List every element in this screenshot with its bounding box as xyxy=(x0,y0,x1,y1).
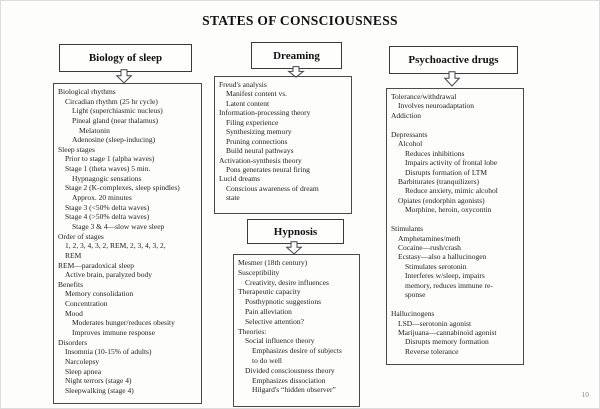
outline-line: Reverse tolerance xyxy=(405,346,459,356)
outline-line: Marijuana—cannabinoid agonist xyxy=(398,327,497,337)
outline-line: Sleepwalking (stage 4) xyxy=(65,385,134,395)
outline-line: Theories: xyxy=(238,326,267,336)
outline-line: Order of stages xyxy=(58,231,104,241)
outline-line: Susceptibility xyxy=(238,267,280,277)
outline-line: Manifest content vs. xyxy=(226,89,288,99)
outline-line: Hypnagogic sensations xyxy=(72,173,142,183)
outline-line: Therapeutic capacity xyxy=(238,287,301,297)
outline-line: Ecstasy—also a hallucinogen xyxy=(398,252,487,262)
page-number: 10 xyxy=(581,390,589,399)
dreaming-header-label: Dreaming xyxy=(273,49,320,62)
outline-line: Disrupts memory formation xyxy=(405,337,489,347)
outline-line: Morphine, heroin, oxycontin xyxy=(405,205,492,215)
outline-line: Social influence theory xyxy=(245,336,315,346)
outline-line: Pineal gland (near thalamus) xyxy=(72,115,159,125)
psychoactive-drugs-header-box xyxy=(389,46,518,74)
outline-line: Benefits xyxy=(58,279,83,289)
outline-line: Conscious awareness of dream xyxy=(226,183,319,193)
outline-line xyxy=(391,215,521,224)
psychoactive-drugs-header-label: Psychoactive drugs xyxy=(408,54,499,66)
outline-line: Concentration xyxy=(65,299,108,309)
outline-line: Stage 3 & 4—slow wave sleep xyxy=(72,221,165,231)
outline-line: state xyxy=(226,193,240,203)
hypnosis-content-box xyxy=(233,254,360,407)
outline-line: Mood xyxy=(65,308,83,318)
outline-line: Improves immune response xyxy=(72,328,155,338)
outline-line: 1, 2, 3, 4, 3, 2, REM, 2, 3, 4, 3, 2, xyxy=(65,241,166,251)
outline-line: Insomnia (10-15% of adults) xyxy=(65,347,152,357)
outline-line: Light (superchiasmic nucleus) xyxy=(72,106,163,116)
outline-line: Hallucinogens xyxy=(391,309,435,319)
down-arrow-icon xyxy=(443,71,461,87)
outline-line: Synthesizing memory xyxy=(226,127,292,137)
outline-line: Melatonin xyxy=(79,125,110,135)
biology-of-sleep-header-label: Biology of sleep xyxy=(88,52,163,64)
outline-line: Pain alleviation xyxy=(245,306,292,316)
outline-line: Narcolepsy xyxy=(65,356,100,366)
outline-line: Sleep stages xyxy=(58,144,95,154)
outline-line: Filing experience xyxy=(226,117,279,127)
outline-line: to do well xyxy=(252,355,282,365)
outline-line: Interferes w/sleep, impairs xyxy=(405,271,485,281)
outline-line: Creativity, desire influences xyxy=(245,277,329,287)
down-arrow-icon xyxy=(115,69,133,84)
outline-line: Information-processing theory xyxy=(219,108,311,118)
outline-line: Lucid dreams xyxy=(219,174,261,184)
outline-line: Selective attention? xyxy=(245,316,304,326)
outline-line: Impairs activity of frontal lobe xyxy=(405,158,498,168)
outline-line: Stage 2 (K-complexes, sleep spindles) xyxy=(65,183,180,193)
outline-line: Reduces inhibitions xyxy=(405,148,465,158)
outline-line xyxy=(391,120,521,129)
outline-line: Moderates hunger/reduces obesity xyxy=(72,318,175,328)
outline-line: Emphasizes desire of subjects xyxy=(252,346,342,356)
outline-line: Adenosine (sleep-inducing) xyxy=(72,135,156,145)
outline-line: Disorders xyxy=(58,337,88,347)
outline-line: Opiates (endorphin agonists) xyxy=(398,195,485,205)
outline-line: sponse xyxy=(405,290,426,300)
down-arrow-icon xyxy=(285,241,303,255)
outline-line: memory, reduces immune re- xyxy=(405,280,493,290)
outline-line: Barbiturates (tranquilizers) xyxy=(398,176,480,186)
biology-of-sleep-header-box xyxy=(59,44,192,72)
outline-line: Activation-synthesis theory xyxy=(219,155,302,165)
outline-line: Approx. 20 minutes xyxy=(72,193,132,203)
outline-line: REM xyxy=(65,250,82,260)
dreaming-header-box xyxy=(251,42,342,69)
outline-line: Tolerance/withdrawal xyxy=(391,92,457,101)
slide-title: STATES OF CONSCIOUSNESS xyxy=(202,13,398,28)
dreaming-content-box xyxy=(214,76,352,214)
outline-line: Mesmer (18th century) xyxy=(238,258,308,267)
outline-line: Stimulates serotonin xyxy=(405,261,467,271)
outline-line: Emphasizes dissociation xyxy=(252,375,326,385)
outline-line: Latent content xyxy=(226,98,270,108)
outline-line: Circadian rhythm (25 hr cycle) xyxy=(65,96,158,106)
outline-line: Involves neuroadaptation xyxy=(398,101,475,111)
outline-line: Stage 4 (>50% delta waves) xyxy=(65,212,150,222)
outline-line: Divided consciousness theory xyxy=(245,365,335,375)
outline-line: Prior to stage 1 (alpha waves) xyxy=(65,154,155,164)
outline-line: Pons generates neural firing xyxy=(226,164,310,174)
outline-line: Disrupts formation of LTM xyxy=(405,167,488,177)
outline-line: Addiction xyxy=(391,110,421,120)
outline-line: Active brain, paralyzed body xyxy=(65,270,153,280)
outline-line: Stage 3 (<50% delta waves) xyxy=(65,202,150,212)
outline-line: Biological rhythms xyxy=(58,87,116,96)
outline-line: Amphetamines/meth xyxy=(398,233,461,243)
biology-of-sleep-content-box xyxy=(53,83,202,404)
outline-line: Pruning connections xyxy=(226,136,288,146)
outline-line: Build neural pathways xyxy=(226,146,294,156)
hypnosis-header-label: Hypnosis xyxy=(273,225,318,238)
outline-line: REM—paradoxical sleep xyxy=(58,260,135,270)
outline-line: Freud's analysis xyxy=(219,80,267,89)
outline-line xyxy=(391,300,521,309)
outline-line: Stimulants xyxy=(391,224,424,234)
outline-line: Sleep apnea xyxy=(65,366,102,376)
psychoactive-drugs-content-box xyxy=(386,88,524,365)
outline-line: Reduce anxiety, mimic alcohol xyxy=(405,186,498,196)
outline-line: Hilgard's “hidden observer” xyxy=(252,385,336,395)
outline-line: Depressants xyxy=(391,129,428,139)
outline-line: Stage 1 (theta waves) 5 min. xyxy=(65,164,151,174)
outline-line: Cocaine—rush/crash xyxy=(398,243,461,252)
outline-line: Alcohol xyxy=(398,139,423,149)
outline-line: Memory consolidation xyxy=(65,289,134,299)
outline-line: LSD—serotonin agonist xyxy=(398,318,472,328)
outline-line: Posthypnotic suggestions xyxy=(245,297,322,307)
outline-line: Night terrors (stage 4) xyxy=(65,376,132,386)
